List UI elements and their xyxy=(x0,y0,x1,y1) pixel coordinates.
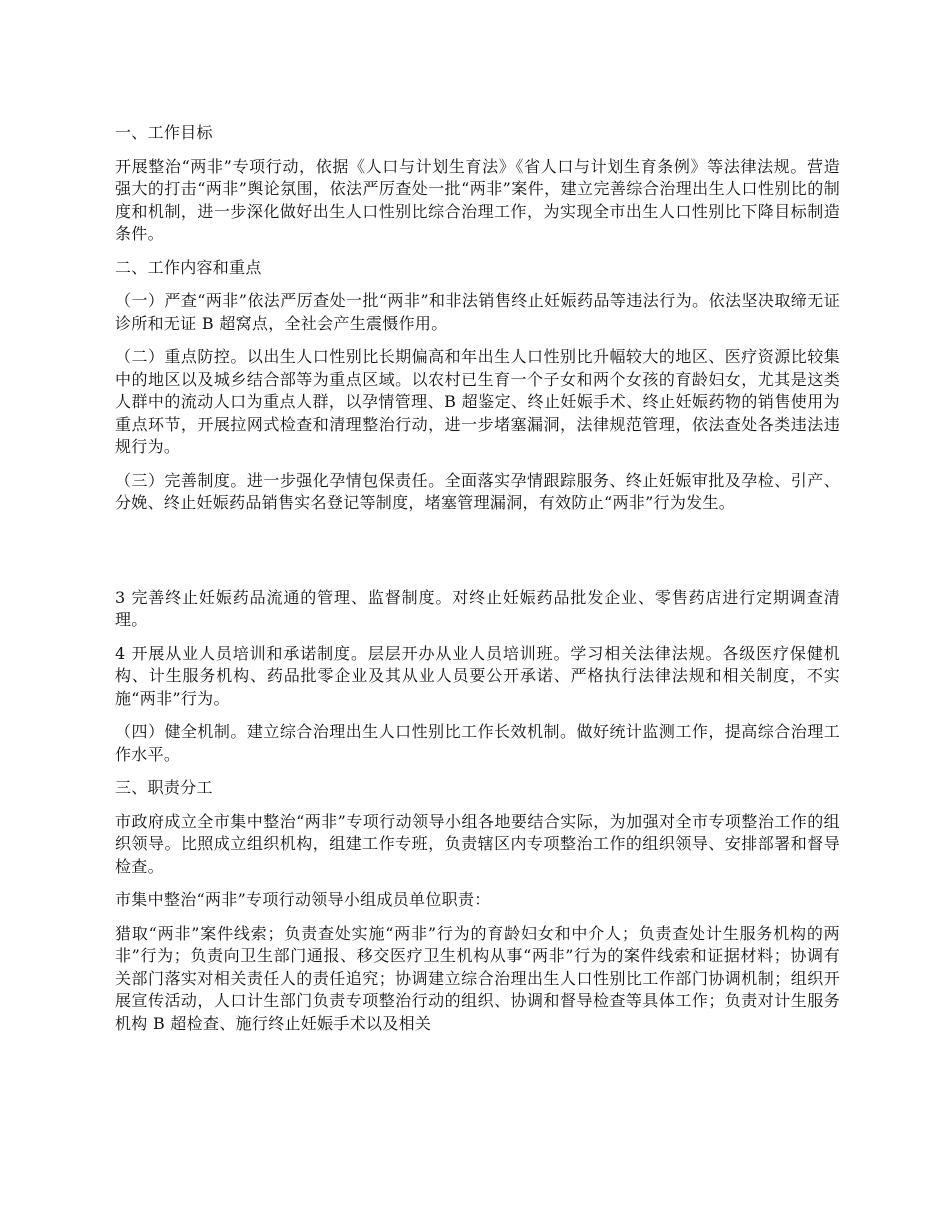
section-bottom xyxy=(115,587,840,1036)
section-top xyxy=(115,122,840,515)
paragraph-drug-circulation: 3 完善终止妊娠药品流通的管理、监督制度。对终止妊娠药品批发企业、零售药店进行定期调查清理。 xyxy=(115,587,840,629)
paragraph-improve-system: （三）完善制度。进一步强化孕情包保责任。全面落实孕情跟踪服务、终止妊娠审批及孕检、引产、分娩、终止妊娠药品销售实名登记等制度，堵塞管理漏洞，有效防止“两非”行为发生。 xyxy=(115,470,840,512)
paragraph-staff-training: 4 开展从业人员培训和承诺制度。层层开办从业人员培训班。学习相关法律法规。各级医疗保健机构、计生服务机构、药品批零企业及其从业人员要公开承诺、严格执行法律法规和相关制度，不实施“两非”行为。 xyxy=(115,643,840,708)
paragraph-mechanism: （四）健全机制。建立综合治理出生人口性别比工作长效机制。做好统计监测工作，提高综合治理工作水平。 xyxy=(115,722,840,764)
document-page xyxy=(115,122,840,1046)
paragraph-strict-investigation: （一）严查“两非”依法严厉查处一批“两非”和非法销售终止妊娠药品等违法行为。依法坚决取缔无证诊所和无证 B 超窝点，全社会产生震慑作用。 xyxy=(115,291,840,333)
paragraph-member-duties-intro: 市集中整治“两非”专项行动领导小组成员单位职责： xyxy=(115,890,491,909)
heading-work-goals: 一、工作目标 xyxy=(115,123,213,142)
paragraph-goals: 开展整治“两非”专项行动，依据《人口与计划生育法》《省人口与计划生育条例》等法律法规。营造强大的打击“两非”舆论氛围，依法严厉查处一批“两非”案件，建立完善综合治理出生人口性别比的制度和机制，进一步深化做好出生人口性别比综合治理工作，为实现全市出生人口性别比下降目标制造条件。 xyxy=(115,156,840,243)
heading-responsibilities: 三、职责分工 xyxy=(115,778,213,797)
paragraph-member-duties: 猎取“两非”案件线索；负责查处实施“两非”行为的育龄妇女和中介人；负责查处计生服务机构的两非”行为；负责向卫生部门通报、移交医疗卫生机构从事“两非”行为的案件线索和证据材料；协调有关部门落实对相关责任人的责任追究；协调建立综合治理出生人口性别比工作部门协调机制；组织开展宣传活动，人口计生部门负责专项整治行动的组织、协调和督导检查等具体工作；负责对计生服务机构 B 超检查、施行终止妊娠手术以及相关 xyxy=(115,923,840,1033)
heading-work-content: 二、工作内容和重点 xyxy=(115,257,262,277)
paragraph-leading-group: 市政府成立全市集中整治“两非”专项行动领导小组各地要结合实际，为加强对全市专项整治工作的组织领导。比照成立组织机构，组建工作专班，负责辖区内专项整治工作的组织领导、安排部署和督导检查。 xyxy=(115,811,840,876)
paragraph-key-control: （二）重点防控。以出生人口性别比长期偏高和年出生人口性别比升幅较大的地区、医疗资源比较集中的地区以及城乡结合部等为重点区域。以农村已生育一个子女和两个女孩的育龄妇女，尤其是这类人群中的流动人口为重点人群，以孕情管理、B 超鉴定、终止妊娠手术、终止妊娠药物的销售使用为重点环节，开展拉网式检查和清理整治行动，进一步堵塞漏洞，法律规范管理，依法查处各类违法违规行为。 xyxy=(115,347,840,456)
